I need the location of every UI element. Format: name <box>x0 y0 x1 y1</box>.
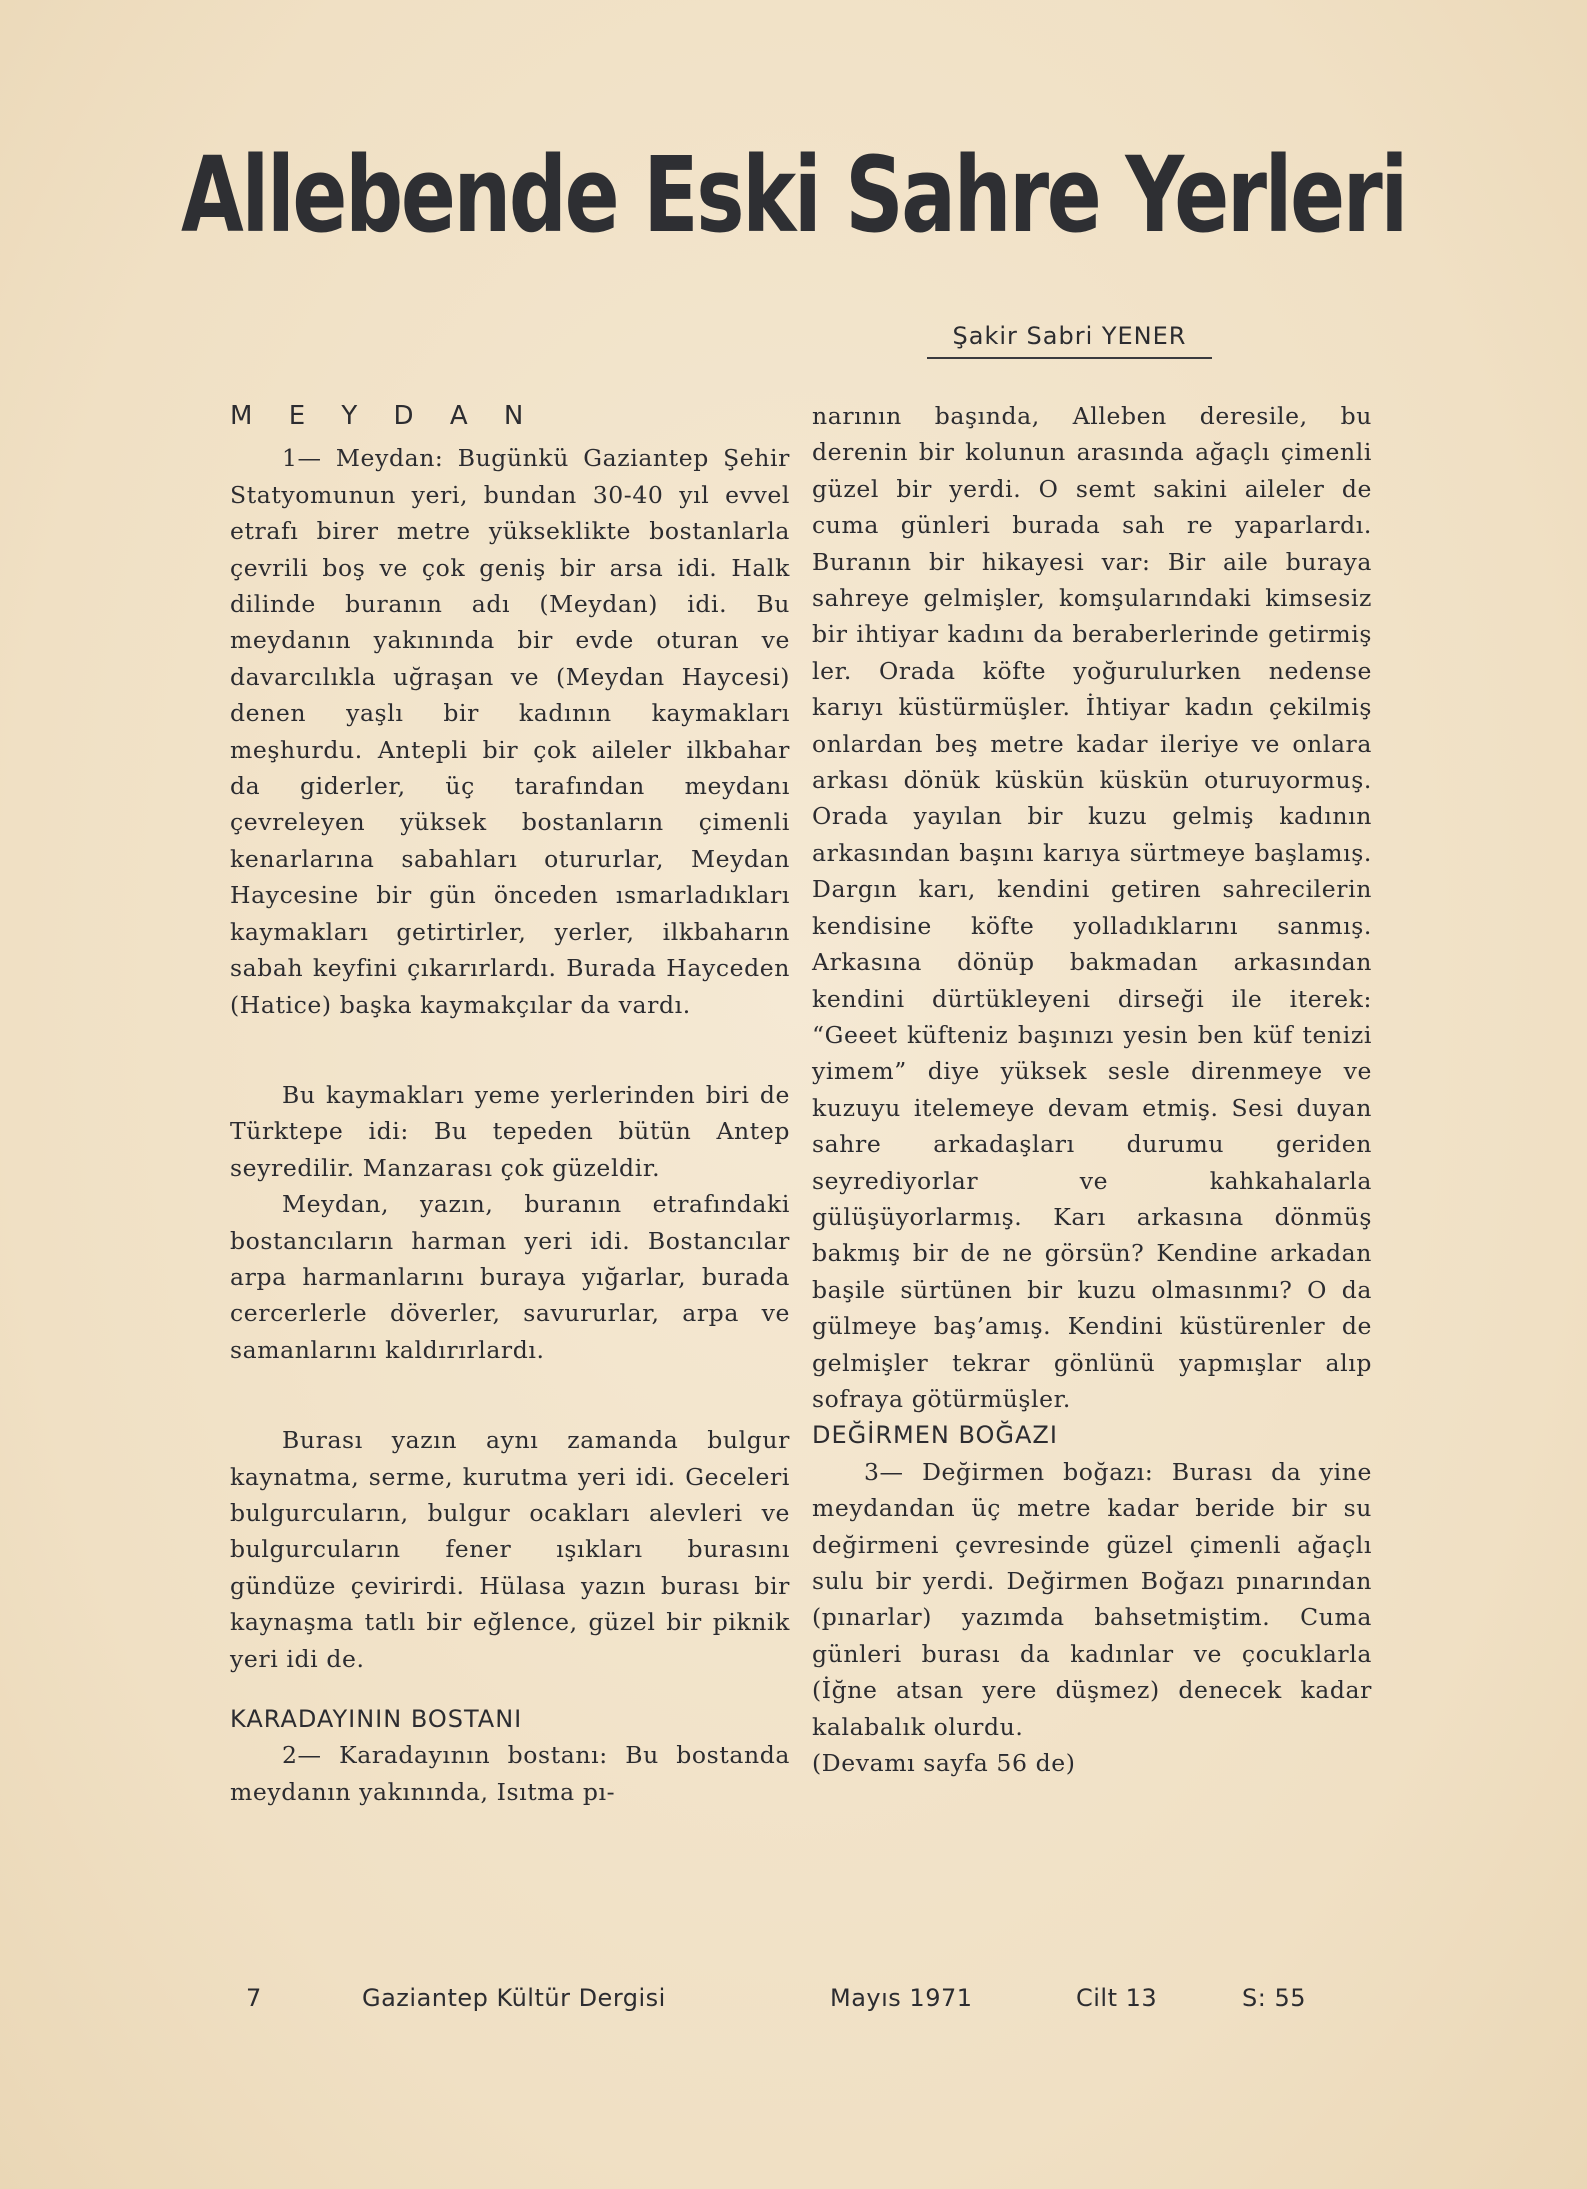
continued-note: (Devamı sayfa 56 de) <box>812 1749 1076 1778</box>
right-column <box>812 398 1372 1781</box>
footer-magazine-name: Gaziantep Kültür Dergisi <box>362 1984 666 2012</box>
paragraph: 2— Karadayının bostanı: Bu bostanda meydanın yakınında, Isıtma pı- <box>230 1741 790 1806</box>
footer-issue-page: S: 55 <box>1242 1984 1306 2012</box>
paragraph-spacer <box>230 1677 790 1701</box>
section-heading-degirmen: DEĞİRMEN BOĞAZI <box>812 1421 1058 1450</box>
paragraph: narının başında, Alleben deresile, bu derenin bir kolunun arasında ağaçlı çimenli güzel bir yerdi. O semt sakini aileler de cuma günleri burada sah re yaparlardı. Buranın bir hikayesi var: Bir aile buraya sahreye gelmişler, komşularındaki kimsesiz bir ihtiyar kadını da beraberlerinde getirmiş ler. Orada köfte yoğurulurken nedense karıyı küstürmüşler. İhtiyar kadın çekilmiş onlardan beş metre kadar ileriye ve onlara arkası dönük küskün küskün oturuyormuş. Orada yayılan bir kuzu gelmiş kadının arkasından başını karıya sürtmeye başlamış. Dargın karı, kendini getiren sahrecilerin kendisine köfte yolladıklarını sanmış. Arkasına dönüp bakmadan arkasından kendini dürtükleyeni dirseği ile iterek: “Geeet küfteniz başınızı yesin ben küf tenizi yimem” diye yüksek sesle direnmeye ve kuzuyu itelemeye devam etmiş. Sesi duyan sahre arkadaşları durumu geriden seyrediyorlar ve kahkahalarla gülüşüyorlarmış. Karı arkasına dönmüş bakmış bir de ne görsün? Kendine arkadan başile sürtünen bir kuzu olmasınmı? O da gülmeye baş’amış. Kendini küstürenler de gelmişler tekrar gönlünü yapmışlar alıp sofraya götürmüşler. <box>812 402 1372 1413</box>
author-underline <box>927 357 1212 359</box>
article-author: Şakir Sabri YENER <box>952 322 1187 350</box>
paragraph-spacer <box>230 1023 790 1077</box>
section-heading-meydan: M E Y D A N <box>230 401 538 431</box>
article-title: Allebende Eski Sahre Yerleri <box>181 134 1406 256</box>
paragraph: Meydan, yazın, buranın etrafındaki bostancıların harman yeri idi. Bostancılar arpa harmanlarını buraya yığarlar, burada cercerlerle döverler, savururlar, arpa ve samanlarını kaldırırlardı. <box>230 1190 790 1364</box>
paragraph: Burası yazın aynı zamanda bulgur kaynatma, serme, kurutma yeri idi. Geceleri bulgurcuların, bulgur ocakları alevleri ve bulgurcuların fener ışıkları burasını gündüze çevirirdi. Hülasa yazın burası bir kaynaşma tatlı bir eğlence, güzel bir piknik yeri idi de. <box>230 1426 790 1673</box>
section-heading-karadayi: KARADAYININ BOSTANI <box>230 1705 523 1733</box>
footer-page-number: 7 <box>246 1984 262 2012</box>
paragraph-spacer <box>230 1368 790 1422</box>
paragraph: Bu kaymakları yeme yerlerinden biri de Türktepe idi: Bu tepeden bütün Antep seyredilir. Manzarası çok güzeldir. <box>230 1080 790 1182</box>
paragraph: 3— Değirmen boğazı: Burası da yine meydandan üç metre kadar beride bir su değirmeni çevresinde güzel çimenli ağaçlı sulu bir yerdi. Değirmen Boğazı pınarından (pınarlar) yazımda bahsetmiştim. Cuma günleri burası da kadınlar ve çocuklarla (İğne atsan yere düşmez) denecek kadar kalabalık olurdu. <box>812 1457 1372 1741</box>
paragraph: 1— Meydan: Bugünkü Gaziantep Şehir Statyomunun yeri, bundan 30-40 yıl evvel etrafı birer metre yükseklikte bostanlarla çevrili boş ve çok geniş bir arsa idi. Halk dilinde buranın adı (Meydan) idi. Bu meydanın yakınında bir evde oturan ve davarcılıkla uğraşan ve (Meydan Haycesi) denen yaşlı bir kadının kaymakları meşhurdu. Antepli bir çok aileler ilkbahar da giderler, üç tarafından meydanı çevreleyen yüksek bostanların çimenli kenarlarına sabahları otururlar, Meydan Haycesine bir gün önceden ısmarladıkları kaymakları getirtirler, yerler, ilkbaharın sabah keyfini çıkarırlardı. Burada Hayceden (Hatice) başka kaymakçılar da vardı. <box>230 444 790 1019</box>
left-column <box>230 398 790 1810</box>
footer-date: Mayıs 1971 <box>830 1984 973 2012</box>
footer-volume: Cilt 13 <box>1076 1984 1158 2012</box>
